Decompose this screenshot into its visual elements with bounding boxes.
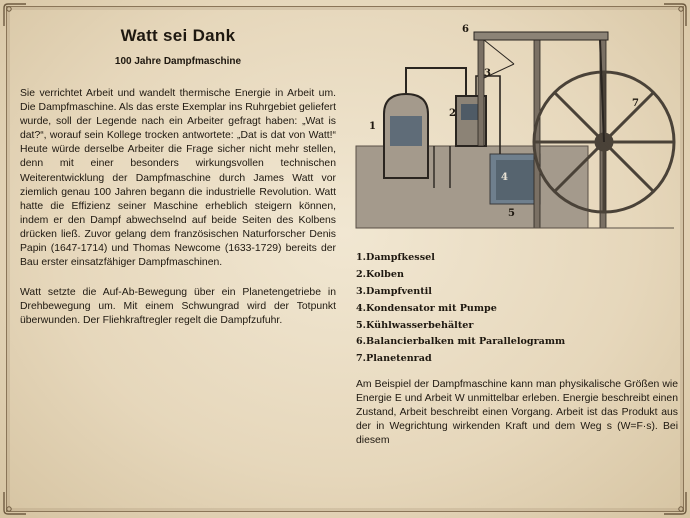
diagram-label-piston: 2 (449, 108, 456, 119)
physics-paragraph: Am Beispiel der Dampfmaschine kann man physikalische Größen wie Energie E und Arbeit W unmittelbar erleben. Energie beschreibt einen Zustand, Arbeit beschreibt einen Vorgang. Arbeit ist das Produkt aus der in Wegrichtung wirkenden Kraft und dem Weg s (W=F·s). Bei diesem (356, 379, 678, 447)
diagram-legend (356, 250, 676, 368)
corner-ornament-icon (2, 2, 28, 28)
corner-ornament-icon (662, 490, 688, 516)
diagram-label-beam: 6 (462, 24, 469, 35)
legend-item: 3.Dampfventil (356, 285, 432, 297)
page-subtitle: 100 Jahre Dampfmaschine (114, 56, 242, 67)
diagram-label-condenser: 4 (501, 172, 508, 183)
diagram-label-planet-gear: 7 (632, 98, 639, 109)
diagram-label-boiler: 1 (369, 121, 376, 132)
page-title: Watt sei Dank (120, 26, 236, 45)
body-paragraph: Sie verrichtet Arbeit und wandelt thermische Energie in Arbeit um. Die Dampfmaschine. Als das erste Exemplar ins Ruhrgebiet geliefert wurde, soll der Legende nach ein Arbeiter gefragt haben: „Wat is dat?“, worauf sein Kollege trocken antwortete: „Dat is dat von Watt!“ Heute würde derselbe Arbeiter die Frage sicher nicht mehr stellen, denn mit einer besonders wirkungsvollen technischen Weiterentwicklung der Dampfmaschine durch James Watt vor ziemlich genau 100 Jahren begann die industrielle Revolution. Watt hatte die Effizienz seiner Maschine erheblich steigern können, indem er den Dampf abwechselnd auf beide Seiten des Kolbens drücken ließ. Zuvor gelang dem französischen Naturforscher Denis Papin (1647-1714) und Thomas Newcome (1633-1729) bereits der Bau erster einsatzfähiger Dampfmaschinen. (20, 88, 336, 269)
legend-item: 1.Dampfkessel (356, 252, 435, 263)
legend-item: 6.Balancierbalken mit Parallelogramm (356, 336, 566, 348)
legend-item: 7.Planetenrad (356, 353, 432, 365)
steam-engine-diagram (350, 18, 680, 236)
corner-ornament-icon (2, 490, 28, 516)
diagram-label-valve: 3 (484, 68, 491, 79)
legend-item: 4.Kondensator mit Pumpe (356, 302, 497, 314)
left-column (20, 26, 336, 329)
body-paragraph: Watt setzte die Auf-Ab-Bewegung über ein Planetengetriebe in Drehbewegung um. Mit einem Schwungrad wird der Totpunkt überwunden. Der Fliehkraftregler regelt die Dampfzufuhr. (20, 287, 336, 327)
legend-item: 2.Kolben (356, 268, 404, 280)
legend-item: 5.Kühlwasserbehälter (356, 319, 474, 331)
diagram-label-cooling-tank: 5 (508, 208, 515, 219)
